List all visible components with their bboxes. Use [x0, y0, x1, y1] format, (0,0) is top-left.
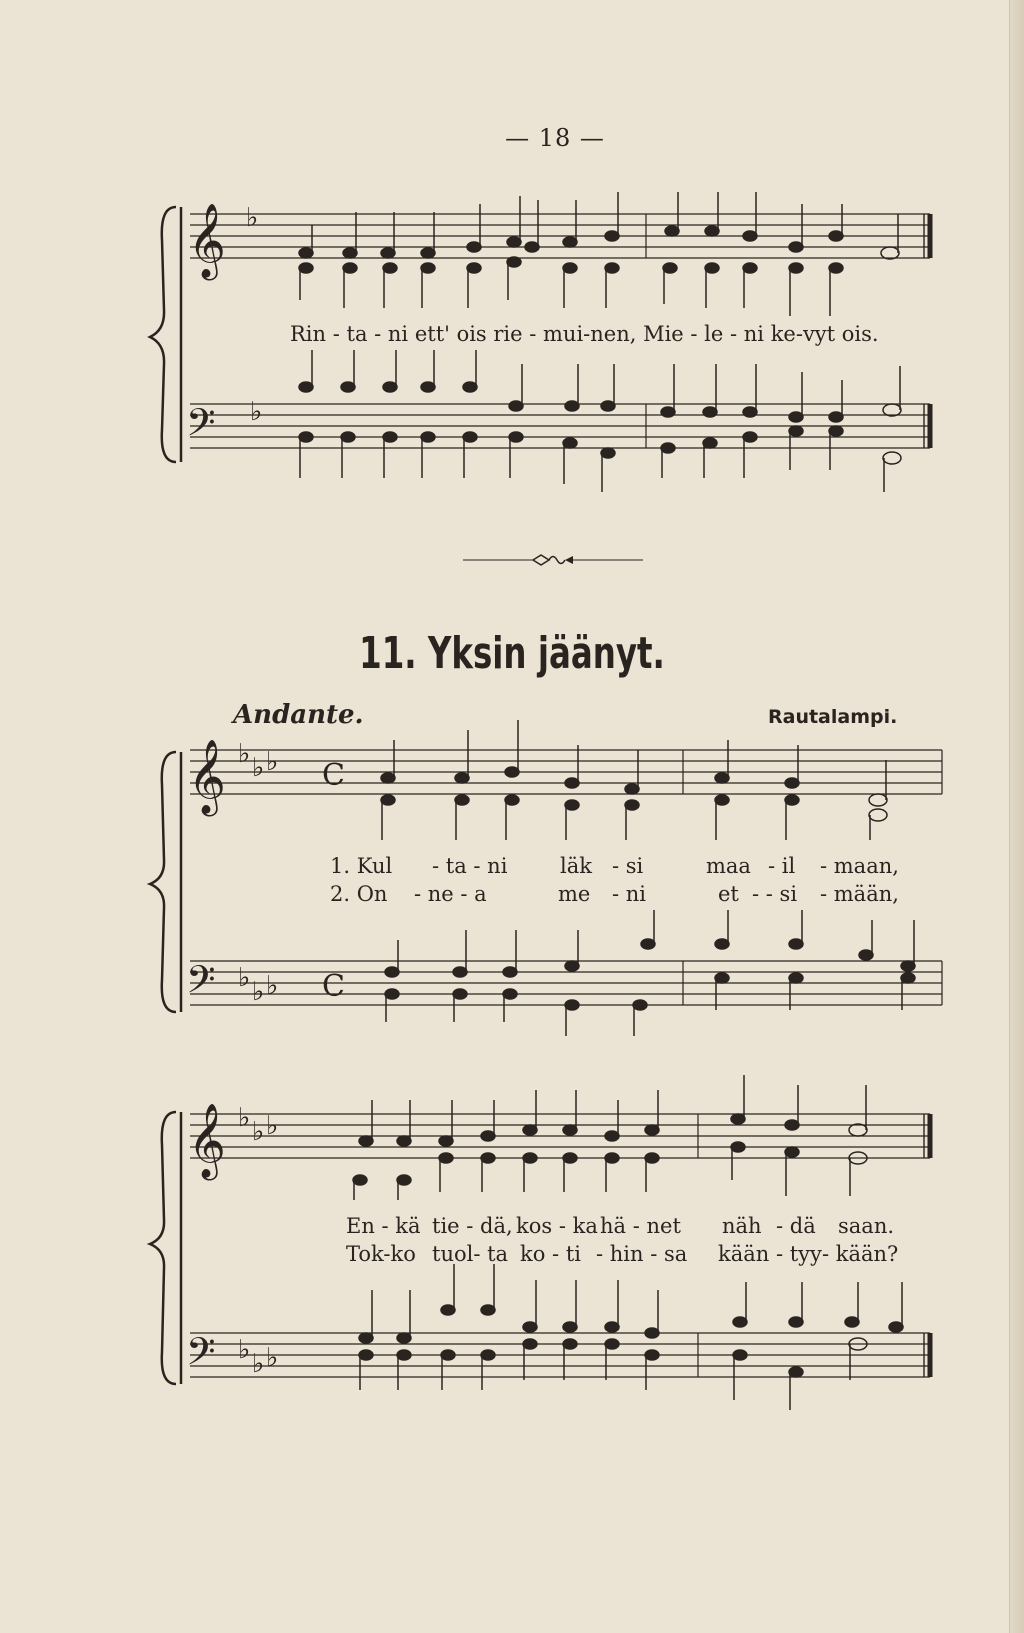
svg-text:♭: ♭	[250, 397, 263, 427]
verse2-line1-part1: 2. On	[330, 882, 388, 906]
svg-text:♭: ♭	[252, 753, 265, 783]
verse2-line2-part5: kään - tyy	[718, 1242, 822, 1266]
svg-text:♭: ♭	[266, 1343, 279, 1373]
svg-text:♭: ♭	[238, 1103, 251, 1133]
svg-text:♭: ♭	[252, 1349, 265, 1379]
verse2-line2-part2: tuol- ta	[432, 1242, 509, 1266]
svg-text:♭: ♭	[266, 747, 279, 777]
verse2-line2-part6: - kään?	[822, 1242, 899, 1266]
svg-text:♭: ♭	[266, 971, 279, 1001]
verse1-line2-part3: kos - ka	[516, 1214, 598, 1238]
verse1-line2-part5: näh	[722, 1214, 762, 1238]
svg-text:C: C	[322, 969, 345, 1004]
page-number: — 18 —	[505, 124, 605, 152]
verse2-line2-part1: Tok-ko	[346, 1242, 416, 1266]
lyrics-top: Rin - ta - ni ett' ois rie - mui-nen, Mie - le - ni ke-vyt ois.	[290, 322, 879, 346]
song-origin: Rautalampi.	[768, 706, 898, 728]
song-title: 11. Yksin jäänyt.	[359, 628, 665, 679]
verse1-line2-part1: En - kä	[346, 1214, 421, 1238]
decorative-divider-icon	[463, 550, 643, 570]
svg-text:♭: ♭	[266, 1111, 279, 1141]
tempo-marking: Andante.	[233, 700, 364, 730]
verse1-line2-part4: hä - net	[600, 1214, 681, 1238]
verse2-line2-part4: - hin - sa	[596, 1242, 688, 1266]
svg-text:♭: ♭	[252, 977, 265, 1007]
verse2-line1-part5: et	[718, 882, 739, 906]
treble-clef-icon: 𝄞	[188, 204, 226, 278]
verse1-line2-part2: tie - dä,	[432, 1214, 513, 1238]
verse1-line1-part7: - maan,	[820, 854, 899, 878]
svg-text:♭: ♭	[252, 1117, 265, 1147]
verse1-line1-part1: 1. Kul	[330, 854, 393, 878]
verse1-line2-part7: saan.	[838, 1214, 895, 1238]
treble-clef-icon: 𝄞	[188, 740, 226, 814]
verse1-line1-part6: - il	[768, 854, 796, 878]
bass-clef-icon: 𝄢	[186, 400, 216, 454]
verse2-line1-part7: - mään,	[820, 882, 899, 906]
bass-clef-icon: 𝄢	[186, 1329, 216, 1383]
verse2-line1-part4: - ni	[612, 882, 647, 906]
notes-middle	[381, 720, 915, 1036]
verse1-line1-part4: - si	[612, 854, 644, 878]
svg-text:♭: ♭	[238, 1335, 251, 1365]
svg-text:♭: ♭	[238, 739, 251, 769]
verse1-line1-part3: läk	[560, 854, 592, 878]
verse1-line1-part5: maa	[706, 854, 751, 878]
verse2-line2-part3: ko - ti	[520, 1242, 581, 1266]
svg-text:♭: ♭	[238, 963, 251, 993]
verse1-line1-part2: - ta - ni	[432, 854, 508, 878]
treble-clef-icon: 𝄞	[188, 1104, 226, 1178]
verse2-line1-part6: - - si	[752, 882, 798, 906]
bass-clef-icon: 𝄢	[186, 957, 216, 1011]
verse2-line1-part2: - ne - a	[414, 882, 487, 906]
svg-text:♭: ♭	[246, 203, 259, 233]
verse2-line1-part3: me	[558, 882, 591, 906]
svg-text:C: C	[322, 758, 345, 793]
verse1-line2-part6: - dä	[776, 1214, 816, 1238]
